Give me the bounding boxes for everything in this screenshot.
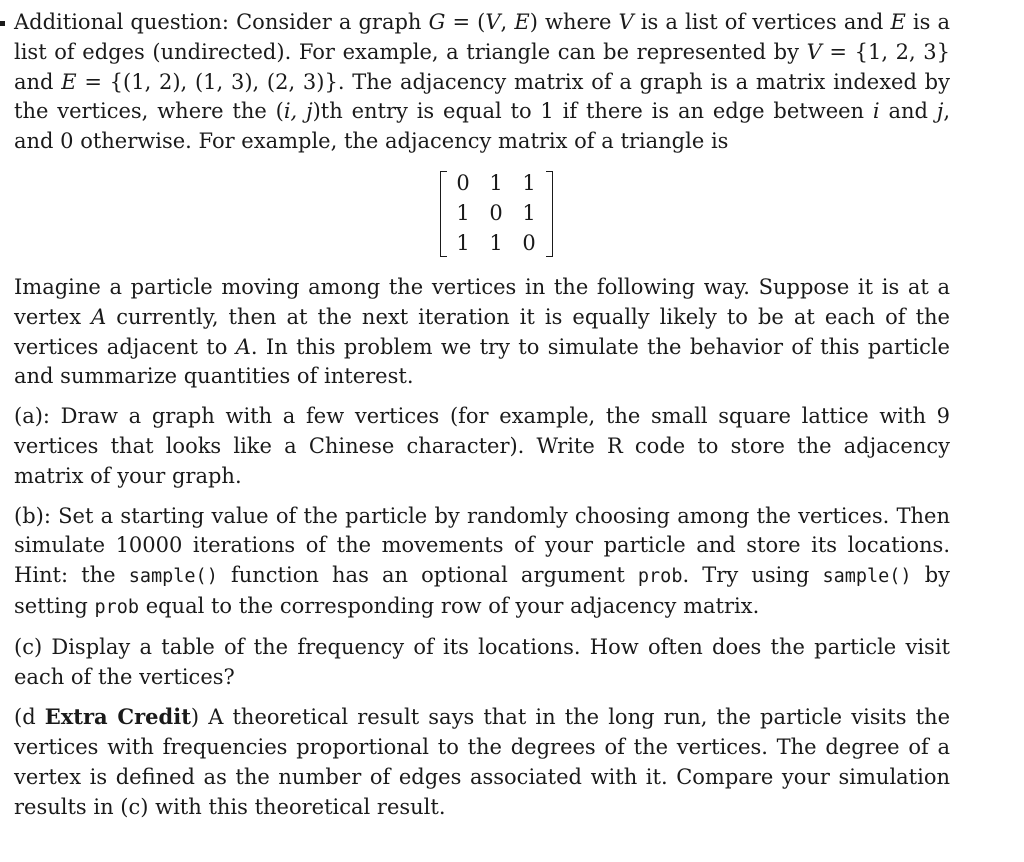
matrix-cell: 1	[456, 230, 470, 255]
part-c-paragraph: (c) Display a table of the frequency of its locations. How often does the particle visit each of the vertices?	[14, 634, 950, 689]
adjacency-matrix	[440, 169, 553, 259]
intro-text-1: Additional question: Consider a graph	[14, 10, 422, 34]
intro-and: and	[879, 99, 937, 124]
math-V-2: V	[618, 10, 634, 34]
particle-paragraph	[14, 273, 950, 392]
part-b-paragraph	[14, 502, 950, 623]
matrix-cell: 0	[522, 230, 536, 255]
code-sample: sample()	[128, 566, 218, 588]
intro-comma: ,	[500, 10, 515, 34]
matrix-cell: 1	[489, 230, 503, 255]
intro-text-6: = {(1, 2), (1, 3), (2, 3)}. The adjacency matrix of a graph is a matrix indexed by the vertices, where the (	[14, 69, 950, 124]
part-d-open: (d	[14, 705, 45, 730]
code-prob: prob	[637, 566, 683, 588]
adjacency-matrix-wrap	[14, 169, 950, 259]
code-sample-2: sample()	[822, 566, 912, 588]
math-i: i	[872, 99, 880, 124]
math-V-3: V	[806, 39, 822, 64]
code-prob-2: prob	[94, 596, 140, 618]
document-page	[14, 8, 950, 823]
math-V: V	[485, 10, 501, 34]
math-A-2: A	[235, 334, 251, 359]
particle-text-1: Imagine a particle moving among the vertices in the following way. Suppose it is at a vertex	[14, 274, 950, 329]
particle-text-2: currently, then at the next iteration it is equally likely to be at each of the vertices adjacent to	[14, 304, 950, 359]
intro-text-4: is a list of edges (undirected). For example, a triangle can be represented by	[14, 10, 951, 64]
matrix-cell: 1	[489, 170, 503, 195]
math-j: j	[936, 99, 944, 124]
matrix-cell: 0	[456, 170, 470, 195]
intro-text-2: ) where	[529, 10, 619, 34]
part-b-text-4: by setting	[14, 563, 951, 618]
part-d-text: ) A theoretical result says that in the long run, the particle visits the vertices with frequencies proportional to the degrees of the vertices. The degree of a vertex is defined as the number of edges associated with it. Compare your simulation results in (c) with this theoretical result.	[14, 705, 950, 819]
matrix-cell: 0	[489, 200, 503, 225]
math-A: A	[91, 304, 107, 329]
intro-text-8: , and 0 otherwise. For example, the adjacency matrix of a triangle is	[14, 99, 951, 154]
part-d-paragraph	[14, 702, 950, 822]
math-E-2: E	[890, 10, 906, 34]
part-a-paragraph: (a): Draw a graph with a few vertices (for example, the small square lattice with 9 vertices that looks like a Chinese character). Write R code to store the adjacency matrix of your graph.	[14, 404, 950, 488]
part-b-text-1: (b): Set a starting value of the particle by randomly choosing among the vertices. Then simulate 10000 iterations of the movements of your particle and store its locations. Hint: the	[14, 503, 950, 588]
intro-text-3: is a list of vertices and	[633, 10, 891, 34]
intro-eq: = (	[445, 10, 486, 34]
intro-text-7: )th entry is equal to 1 if there is an edge between	[312, 99, 873, 124]
matrix-cell: 1	[522, 200, 536, 225]
matrix-cell: 1	[456, 200, 470, 225]
matrix-cell: 1	[522, 170, 536, 195]
math-ij: i, j	[283, 99, 313, 124]
bullet-marker	[0, 21, 5, 26]
part-b-text-5: equal to the corresponding row of your adjacency matrix.	[139, 593, 760, 618]
math-E-3: E	[61, 69, 77, 94]
intro-text-5: = {1, 2, 3} and	[14, 39, 950, 94]
math-G: G	[428, 10, 446, 34]
part-b-text-3: . Try using	[682, 563, 823, 588]
intro-paragraph	[14, 8, 950, 157]
extra-credit-label: Extra Credit	[44, 704, 191, 730]
math-E: E	[514, 10, 530, 34]
part-b-text-2: function has an optional argument	[217, 563, 638, 588]
particle-text-3: . In this problem we try to simulate the behavior of this particle and summarize quantities of interest.	[14, 334, 950, 389]
